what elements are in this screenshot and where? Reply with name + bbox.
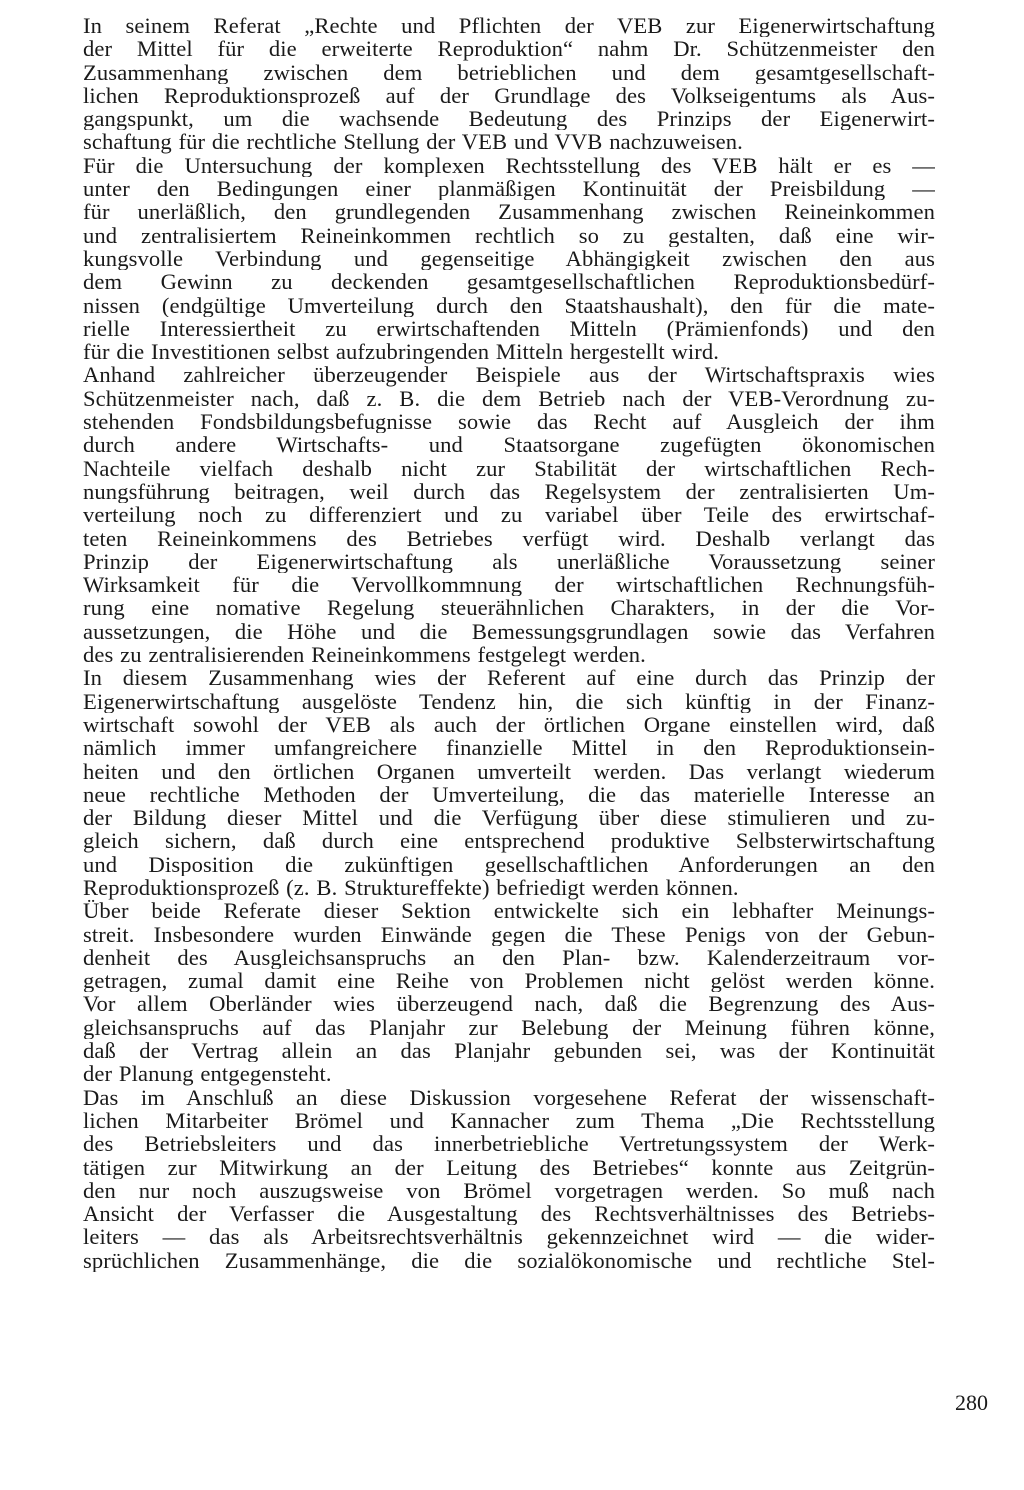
text-line: Reproduktionsprozeß (z. B. Struktureffekte) befriedigt werden können. [83, 874, 739, 900]
text-line: durch andere Wirtschafts- und Staatsorgane zugefügten ökonomischen [83, 433, 935, 457]
text-line: Vor allem Oberländer wies überzeugend nach, daß die Begrenzung des Aus- [83, 992, 935, 1016]
page-number: 280 [955, 1390, 988, 1415]
text-line: tätigen zur Mitwirkung an der Leitung des Betriebes“ konnte aus Zeitgrün- [83, 1155, 935, 1179]
text-line: der Mittel für die erweiterte Reproduktion“ nahm Dr. Schützenmeister den [83, 37, 935, 61]
paragraph [83, 1086, 935, 1272]
text-line: kungsvolle Verbindung und gegenseitige Abhängigkeit zwischen den aus [83, 246, 935, 271]
text-line: getragen, zumal damit eine Reihe von Problemen nicht gelöst werden könne. [83, 969, 935, 993]
text-line: stehenden Fondsbildungsbefugnisse sowie das Recht auf Ausgleich der ihm [83, 410, 935, 434]
text-line: Prinzip der Eigenerwirtschaftung als unerläßliche Voraussetzung seiner [83, 549, 935, 574]
text-line: Nachteile vielfach deshalb nicht zur Stabilität der wirtschaftlichen Rech- [83, 456, 935, 480]
text-line: nissen (endgültige Umverteilung durch den Staatshaushalt), den für die mate- [83, 293, 935, 317]
text-line: In seinem Referat „Rechte und Pflichten der VEB zur Eigenerwirtschaftung [83, 14, 935, 38]
text-line: gangspunkt, um die wachsende Bedeutung des Prinzips der Eigenerwirt- [83, 107, 935, 131]
document-page [83, 14, 935, 1272]
paragraph [83, 363, 935, 666]
text-line: schaftung für die rechtliche Stellung der VEB und VVB nachzuweisen. [83, 129, 743, 155]
text-line: rung eine nomative Regelung steuerähnlichen Charakters, in der die Vor- [83, 596, 935, 620]
text-line: Über beide Referate dieser Sektion entwickelte sich ein lebhafter Meinungs- [83, 899, 935, 923]
text-line: unter den Bedingungen einer planmäßigen Kontinuität der Preisbildung — [83, 177, 935, 201]
text-line: verteilung noch zu differenziert und zu variabel über Teile des erwirtschaf- [83, 503, 935, 527]
text-line: neue rechtliche Methoden der Umverteilung, die das materielle Interesse an [83, 782, 935, 807]
text-line: lichen Mitarbeiter Brömel und Kannacher zum Thema „Die Rechtsstellung [83, 1108, 935, 1133]
text-line: Eigenerwirtschaftung ausgelöste Tendenz hin, die sich künftig in der Finanz- [83, 689, 935, 713]
text-line: der Bildung dieser Mittel und die Verfügung über diese stimulieren und zu- [83, 806, 935, 830]
text-line: Schützenmeister nach, daß z. B. die dem Betrieb nach der VEB-Verordnung zu- [83, 386, 935, 411]
paragraph [83, 666, 935, 899]
text-line: teten Reineinkommens des Betriebes verfügt wird. Deshalb verlangt das [83, 526, 935, 550]
text-line: des Betriebsleiters und das innerbetriebliche Vertretungssystem der Werk- [83, 1132, 935, 1156]
text-line: daß der Vertrag allein an das Planjahr gebunden sei, was der Kontinuität [83, 1039, 935, 1063]
text-line: dem Gewinn zu deckenden gesamtgesellschaftlichen Reproduktionsbedürf- [83, 270, 935, 294]
text-line: sprüchlichen Zusammenhänge, die die sozialökonomische und rechtliche Stel- [83, 1248, 935, 1273]
text-line: der Planung entgegensteht. [83, 1061, 332, 1087]
text-line: Das im Anschluß an diese Diskussion vorgesehene Referat der wissenschaft- [83, 1085, 935, 1109]
text-line: streit. Insbesondere wurden Einwände gegen die These Penigs von der Gebun- [83, 922, 935, 946]
text-line: und zentralisiertem Reineinkommen rechtlich so zu gestalten, daß eine wir- [83, 223, 935, 247]
text-line: wirtschaft sowohl der VEB als auch der örtlichen Organe einstellen wird, daß [83, 712, 935, 737]
text-line: Ansicht der Verfasser die Ausgestaltung des Rechtsverhältnisses des Betriebs- [83, 1202, 935, 1226]
paragraph [83, 154, 935, 364]
text-line: des zu zentralisierenden Reineinkommens festgelegt werden. [83, 642, 646, 668]
text-line: Anhand zahlreicher überzeugender Beispiele aus der Wirtschaftspraxis wies [83, 363, 935, 387]
text-line: Zusammenhang zwischen dem betrieblichen und dem gesamtgesellschaft- [83, 60, 935, 84]
text-line: Wirksamkeit für die Vervollkommnung der wirtschaftlichen Rechnungsfüh- [83, 573, 935, 597]
text-line: gleich sichern, daß durch eine entsprechend produktive Selbsterwirtschaftung [83, 829, 935, 853]
text-line: leiters — das als Arbeitsrechtsverhältnis gekennzeichnet wird — die wider- [83, 1225, 935, 1249]
text-line: rielle Interessiertheit zu erwirtschaftenden Mitteln (Prämienfonds) und den [83, 316, 935, 341]
text-line: für die Investitionen selbst aufzubringenden Mitteln hergestellt wird. [83, 339, 720, 365]
text-line: denheit des Ausgleichsanspruchs an den Plan- bzw. Kalenderzeitraum vor- [83, 945, 935, 970]
text-line: aussetzungen, die Höhe und die Bemessungsgrundlagen sowie das Verfahren [83, 619, 935, 644]
text-line: und Disposition die zukünftigen gesellschaftlichen Anforderungen an den [83, 852, 935, 876]
text-line: nungsführung beitragen, weil durch das Regelsystem der zentralisierten Um- [83, 479, 935, 504]
text-line: heiten und den örtlichen Organen umverteilt werden. Das verlangt wiederum [83, 759, 935, 783]
text-line: gleichsanspruchs auf das Planjahr zur Belebung der Meinung führen könne, [83, 1015, 935, 1040]
paragraph [83, 899, 935, 1085]
text-line: nämlich immer umfangreichere finanzielle Mittel in den Reproduktionsein- [83, 736, 935, 760]
text-line: für unerläßlich, den grundlegenden Zusammenhang zwischen Reineinkommen [83, 200, 935, 224]
text-line: In diesem Zusammenhang wies der Referent auf eine durch das Prinzip der [83, 666, 935, 690]
text-line: Für die Untersuchung der komplexen Rechtsstellung des VEB hält er es — [83, 153, 935, 178]
paragraph [83, 14, 935, 154]
text-line: lichen Reproduktionsprozeß auf der Grundlage des Volkseigentums als Aus- [83, 83, 935, 108]
text-line: den nur noch auszugsweise von Brömel vorgetragen werden. So muß nach [83, 1178, 935, 1203]
